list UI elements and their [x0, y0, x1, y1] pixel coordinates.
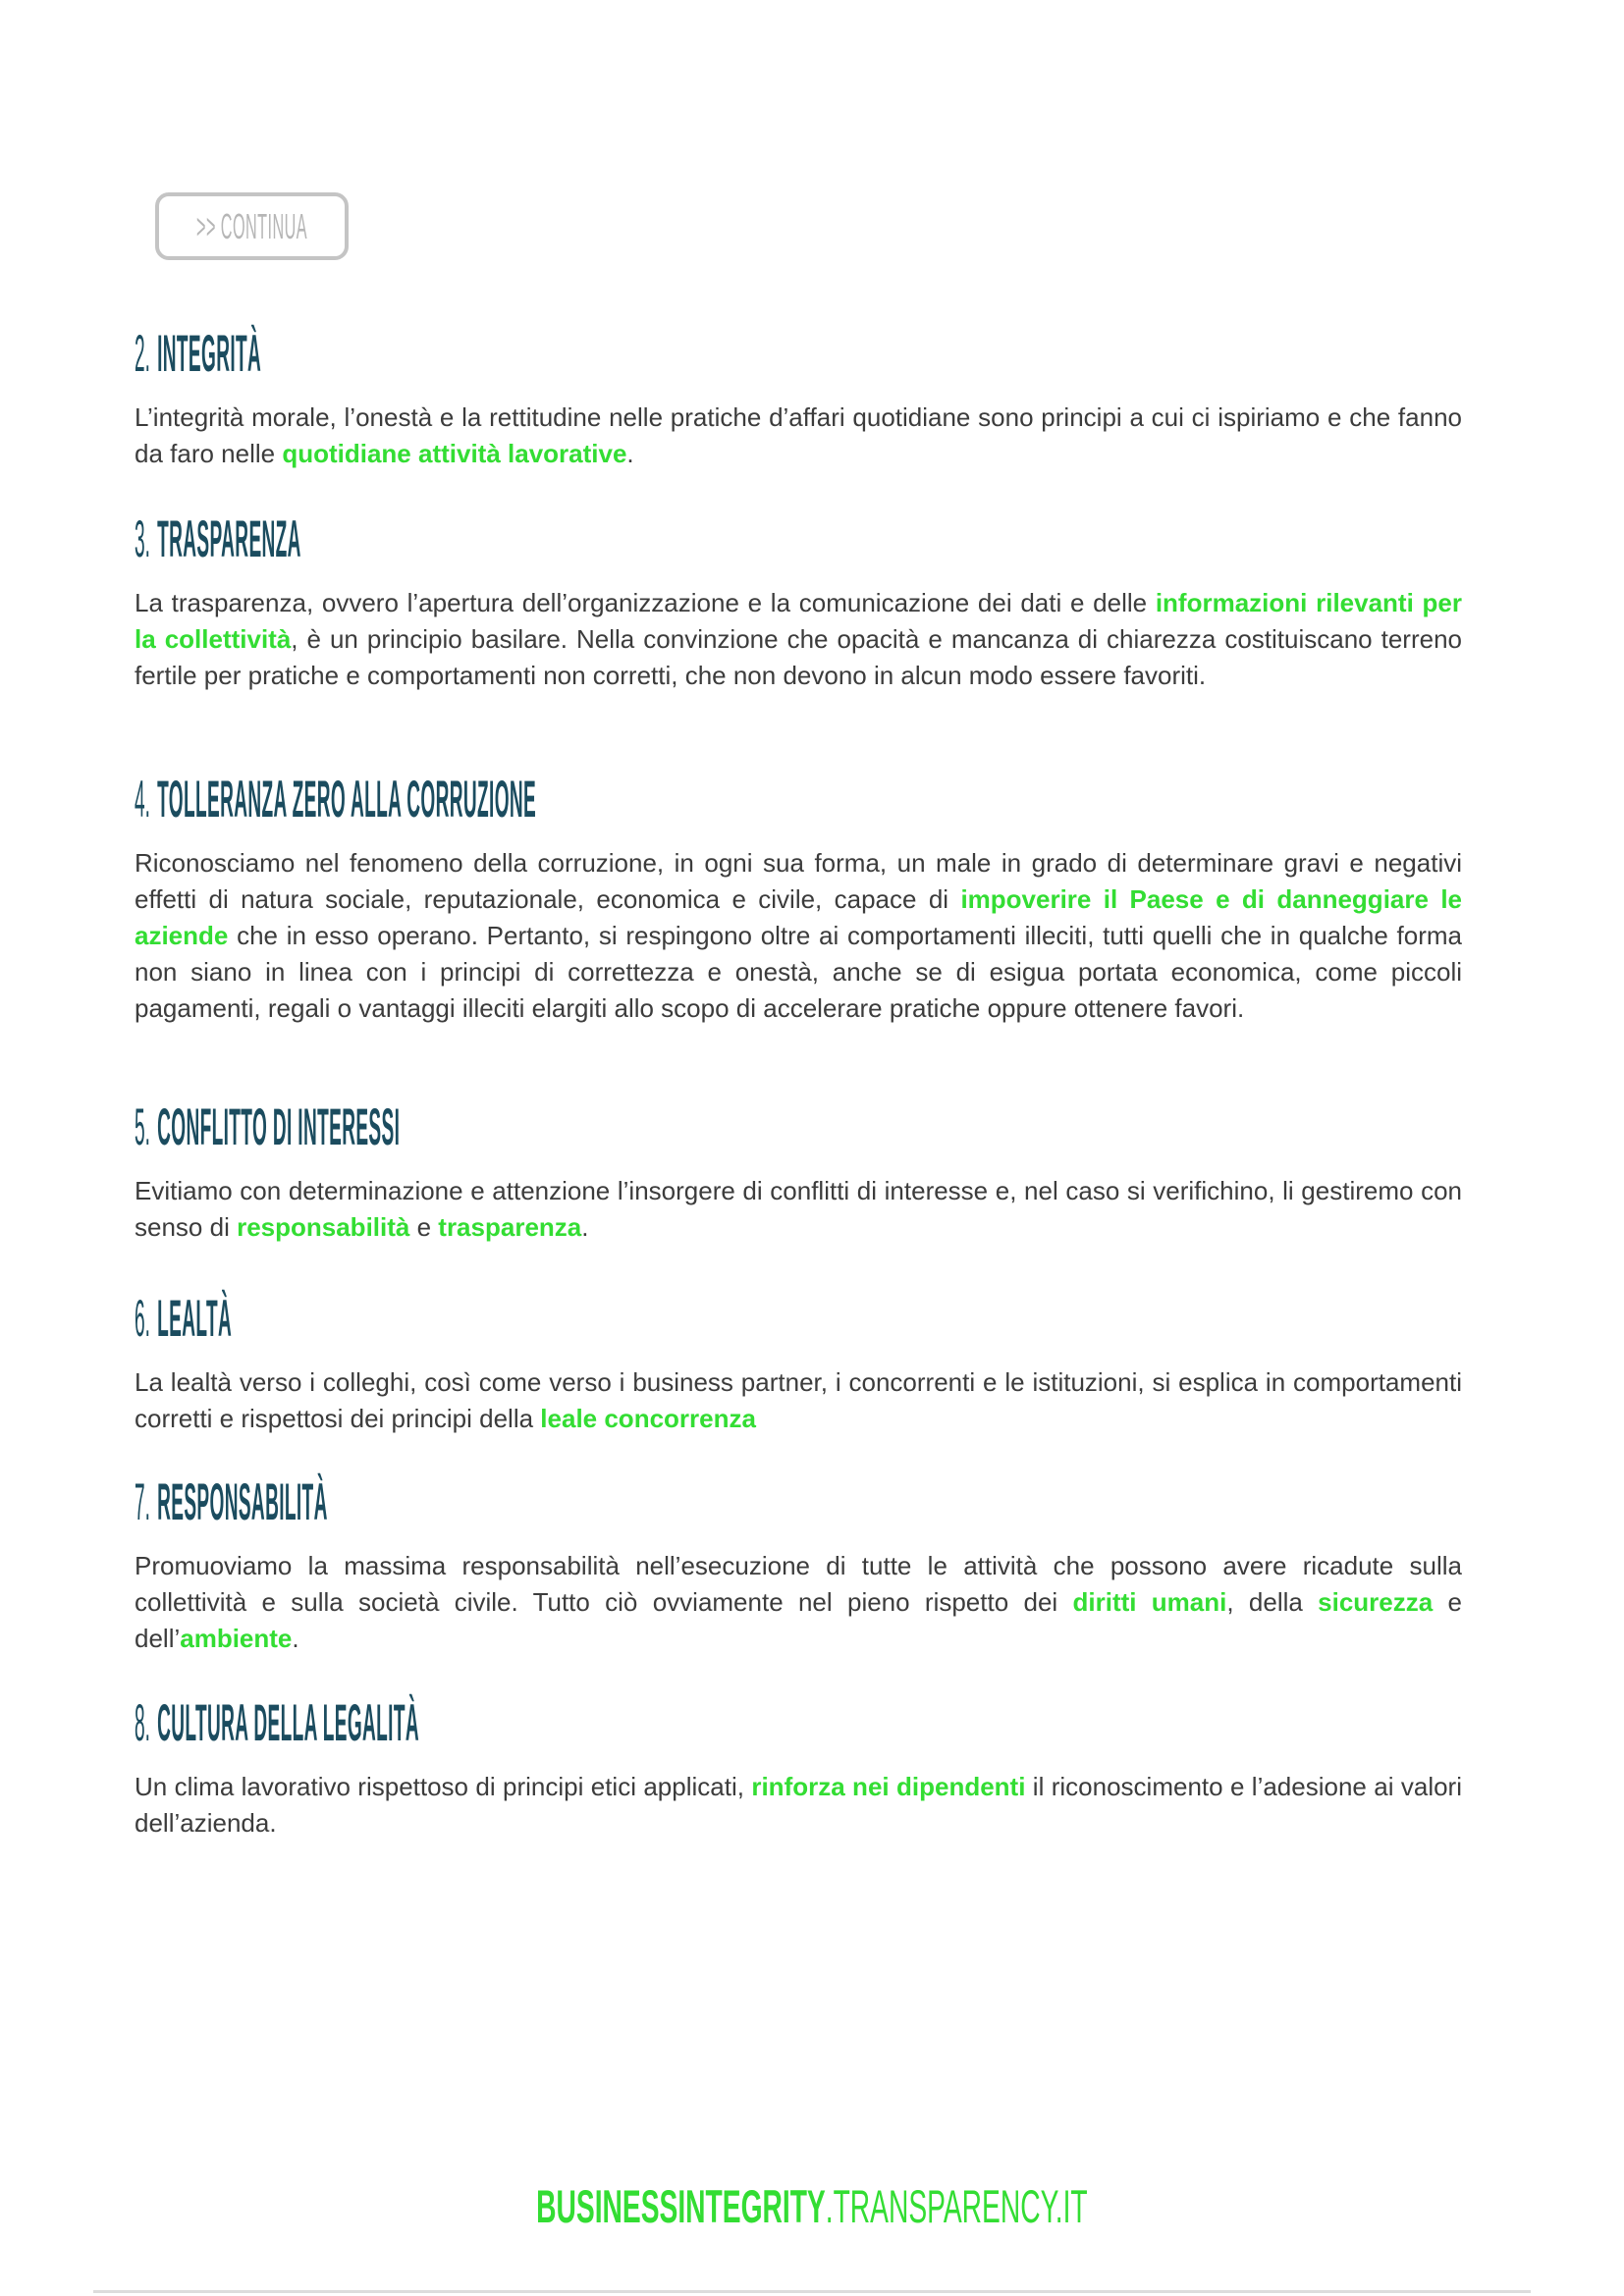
body-text: , è un principio basilare. Nella convinzione che opacità e mancanza di chiarezza costituiscano terreno fertile per pratiche e comportamenti non corretti, che non devono in alcun modo essere favoriti.: [135, 624, 1462, 690]
body-text: Evitiamo con determinazione e attenzione l’insorgere di conflitti di interesse e, nel caso si verifichino, li gestiremo con senso di: [135, 1176, 1462, 1242]
highlight-text: sicurezza: [1318, 1587, 1434, 1617]
footer-site-rest: .TRANSPARENCY.IT: [825, 2180, 1088, 2232]
section-heading-text: [135, 773, 536, 828]
highlight-text: informazioni rilevanti per la collettività: [135, 588, 1462, 654]
body-text: Un clima lavorativo rispettoso di principi etici applicati,: [135, 1772, 752, 1801]
section-heading-text: [135, 1475, 328, 1530]
body-text: La trasparenza, ovvero l’apertura dell’organizzazione e la comunicazione dei dati e delle: [135, 588, 1156, 617]
section-heading-text: [135, 327, 261, 382]
body-text: e: [409, 1212, 439, 1242]
highlight-text: leale concorrenza: [540, 1404, 756, 1433]
body-text: La lealtà verso i colleghi, così come verso i business partner, i concorrenti e le istituzioni, si esplica in comportamenti corretti e rispettosi dei principi della: [135, 1367, 1462, 1433]
section-paragraph: [135, 585, 1462, 694]
body-text: .: [626, 439, 634, 468]
section-paragraph: [135, 1173, 1462, 1246]
section-heading-text: [135, 1100, 400, 1155]
section-title: TOLLERANZA ZERO ALLA CORRUZIONE: [157, 771, 537, 828]
highlight-text: diritti umani: [1072, 1587, 1227, 1617]
footer: [0, 2181, 1624, 2244]
section-paragraph: [135, 1769, 1462, 1842]
section-heading: [135, 1696, 1462, 1751]
section-heading: [135, 512, 1462, 567]
section-3: [135, 512, 1462, 694]
section-6: [135, 1292, 1462, 1437]
section-heading-text: [135, 1292, 232, 1347]
section-heading: [135, 327, 1462, 382]
section-7: [135, 1475, 1462, 1657]
body-text: Promuoviamo la massima responsabilità nell’esecuzione di tutte le attività che possono avere ricadute sulla collettività e sulla società civile. Tutto ciò ovviamente nel pieno rispetto dei: [135, 1551, 1462, 1617]
page-bottom-edge-line: [93, 2290, 1531, 2293]
body-text: .: [581, 1212, 589, 1242]
body-text: e dell’: [135, 1587, 1463, 1653]
section-title: CONFLITTO DI INTERESSI: [157, 1098, 401, 1156]
section-heading: [135, 773, 1462, 828]
continue-button-label: >> CONTINUA: [196, 205, 307, 246]
section-paragraph: [135, 400, 1462, 472]
section-title: CULTURA DELLA LEGALITÀ: [157, 1694, 419, 1752]
section-heading-text: [135, 1696, 419, 1751]
body-text: il riconoscimento e l’adesione ai valori dell’azienda.: [135, 1772, 1462, 1838]
footer-site-link[interactable]: [536, 2181, 1087, 2232]
highlight-text: ambiente: [180, 1624, 293, 1653]
footer-site-bold: BUSINESSINTEGRITY: [536, 2180, 826, 2232]
highlight-text: trasparenza: [438, 1212, 582, 1242]
body-text: .: [292, 1624, 299, 1653]
highlight-text: responsabilità: [237, 1212, 410, 1242]
highlight-text: quotidiane attività lavorative: [282, 439, 627, 468]
section-title: TRASPARENZA: [157, 510, 301, 568]
section-heading-text: [135, 512, 301, 567]
section-number: 3.: [135, 510, 150, 568]
section-2: [135, 327, 1462, 472]
section-number: 5.: [135, 1098, 150, 1156]
section-title: INTEGRITÀ: [157, 325, 262, 383]
body-text: Riconosciamo nel fenomeno della corruzione, in ogni sua forma, un male in grado di determinare gravi e negativi effetti di natura sociale, reputazionale, economica e civile, capace di: [135, 848, 1462, 914]
section-number: 7.: [135, 1473, 150, 1531]
section-title: RESPONSABILITÀ: [157, 1473, 328, 1531]
section-heading: [135, 1100, 1462, 1155]
section-number: 2.: [135, 325, 150, 383]
section-title: LEALTÀ: [157, 1290, 233, 1348]
highlight-text: impoverire il Paese e di danneggiare le aziende: [135, 884, 1462, 950]
section-paragraph: [135, 845, 1462, 1027]
continue-button[interactable]: [155, 192, 349, 260]
section-heading: [135, 1475, 1462, 1530]
section-number: 4.: [135, 771, 150, 828]
highlight-text: rinforza nei dipendenti: [751, 1772, 1026, 1801]
section-paragraph: [135, 1364, 1462, 1437]
section-heading: [135, 1292, 1462, 1347]
section-8: [135, 1696, 1462, 1842]
section-4: [135, 773, 1462, 1027]
section-number: 6.: [135, 1290, 150, 1348]
section-number: 8.: [135, 1694, 150, 1752]
section-5: [135, 1100, 1462, 1246]
body-text: , della: [1226, 1587, 1319, 1617]
section-paragraph: [135, 1548, 1462, 1657]
body-text: che in esso operano. Pertanto, si respingono oltre ai comportamenti illeciti, tutti quelli che in qualche forma non siano in linea con i principi di correttezza e onestà, anche se di esigua portata economica, come piccoli pagamenti, regali o vantaggi illeciti elargiti allo scopo di accelerare pratiche oppure ottenere favori.: [135, 921, 1462, 1023]
body-text: L’integrità morale, l’onestà e la rettitudine nelle pratiche d’affari quotidiane sono principi a cui ci ispiriamo e che fanno da faro nelle: [135, 402, 1462, 468]
